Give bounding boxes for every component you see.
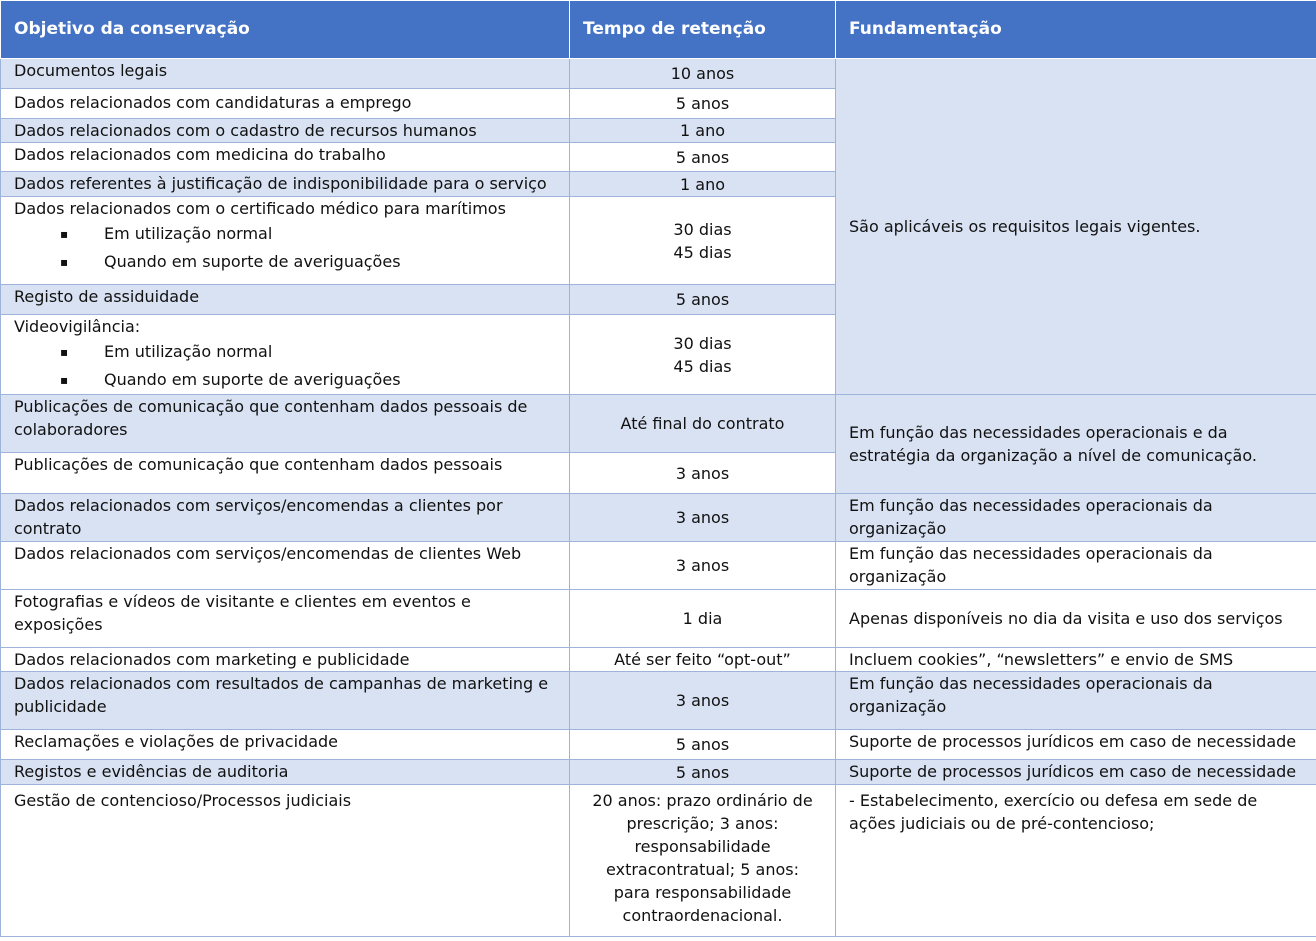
objective-cell: Reclamações e violações de privacidade [1,730,570,760]
retention-line: 45 dias [673,356,732,376]
fundamentation-cell: Apenas disponíveis no dia da visita e uso dos serviços [836,590,1316,648]
objective-cell: Registo de assiduidade [1,285,570,315]
retention-cell: 5 anos [570,285,836,315]
objective-cell: Registos e evidências de auditoria [1,760,570,785]
retention-cell [570,197,836,285]
retention-cell: Até final do contrato [570,395,836,453]
table-row [1,590,1316,648]
retention-cell: 10 anos [570,59,836,89]
table-row [1,395,1316,453]
objective-cell: Dados relacionados com resultados de campanhas de marketing e publicidade [1,672,570,730]
fundamentation-cell: Incluem cookies”, “newsletters” e envio de SMS [836,648,1316,672]
retention-cell: Até ser feito “opt-out” [570,648,836,672]
fundamentation-cell: - Estabelecimento, exercício ou defesa em sede de ações judiciais ou de pré-contencioso; [836,785,1316,937]
table-row [1,785,1316,937]
objective-cell: Fotografias e vídeos de visitante e clientes em eventos e exposições [1,590,570,648]
objective-cell: Publicações de comunicação que contenham dados pessoais [1,453,570,494]
objective-cell: Documentos legais [1,59,570,89]
header-fundamentation: Fundamentação [836,1,1316,59]
retention-line: 30 dias [673,333,732,353]
retention-cell: 1 ano [570,172,836,197]
objective-cell: Dados referentes à justificação de indisponibilidade para o serviço [1,172,570,197]
fundamentation-cell: Suporte de processos jurídicos em caso de necessidade [836,760,1316,785]
bullet-text: Quando em suporte de averiguações [104,252,401,271]
retention-cell: 3 anos [570,672,836,730]
fundamentation-cell: Suporte de processos jurídicos em caso de necessidade [836,730,1316,760]
bullet-item: ▪ Em utilização normal [60,224,273,243]
bullet-item: ▪ Quando em suporte de averiguações [60,370,401,389]
retention-cell: 1 ano [570,119,836,143]
bullet-item: ▪ Em utilização normal [60,342,273,361]
objective-text: Dados relacionados com o certificado médico para marítimos [14,199,506,218]
objective-cell: Dados relacionados com marketing e publicidade [1,648,570,672]
table-row [1,760,1316,785]
objective-cell: Dados relacionados com o cadastro de recursos humanos [1,119,570,143]
bullet-text: Em utilização normal [104,342,273,361]
retention-cell: 3 anos [570,542,836,590]
retention-cell: 3 anos [570,494,836,542]
bullet-item: ▪ Quando em suporte de averiguações [60,252,401,271]
objective-cell [1,315,570,395]
objective-text: Videovigilância: [14,317,141,336]
bullet-text: Quando em suporte de averiguações [104,370,401,389]
objective-cell: Dados relacionados com medicina do trabalho [1,143,570,172]
fundamentation-cell: Em função das necessidades operacionais da organização [836,542,1316,590]
table-row [1,672,1316,730]
retention-line: 30 dias [673,219,732,239]
header-objective: Objetivo da conservação [1,1,570,59]
objective-cell: Gestão de contencioso/Processos judiciais [1,785,570,937]
table-row [1,648,1316,672]
objective-cell: Dados relacionados com candidaturas a emprego [1,89,570,119]
fundamentation-cell: Em função das necessidades operacionais da organização [836,672,1316,730]
bullet-text: Em utilização normal [104,224,273,243]
table-row [1,494,1316,542]
fundamentation-cell-communication: Em função das necessidades operacionais e da estratégia da organização a nível de comunicação. [836,395,1316,494]
retention-cell: 5 anos [570,89,836,119]
objective-cell: Dados relacionados com serviços/encomendas de clientes Web [1,542,570,590]
table-row [1,730,1316,760]
retention-cell [570,315,836,395]
table-header-row [1,1,1316,59]
retention-cell: 20 anos: prazo ordinário de prescrição; 3 anos: responsabilidade extracontratual; 5 anos: para responsabilidade contraordenacional. [570,785,836,937]
retention-line: 45 dias [673,242,732,262]
retention-cell: 1 dia [570,590,836,648]
table-row [1,542,1316,590]
header-retention: Tempo de retenção [570,1,836,59]
objective-cell: Dados relacionados com serviços/encomendas a clientes por contrato [1,494,570,542]
retention-cell: 5 anos [570,760,836,785]
objective-cell [1,197,570,285]
retention-cell: 5 anos [570,730,836,760]
retention-cell: 3 anos [570,453,836,494]
fundamentation-cell: Em função das necessidades operacionais da organização [836,494,1316,542]
objective-cell: Publicações de comunicação que contenham dados pessoais de colaboradores [1,395,570,453]
retention-cell: 5 anos [570,143,836,172]
table-row [1,59,1316,89]
fundamentation-cell-legal: São aplicáveis os requisitos legais vigentes. [836,59,1316,395]
